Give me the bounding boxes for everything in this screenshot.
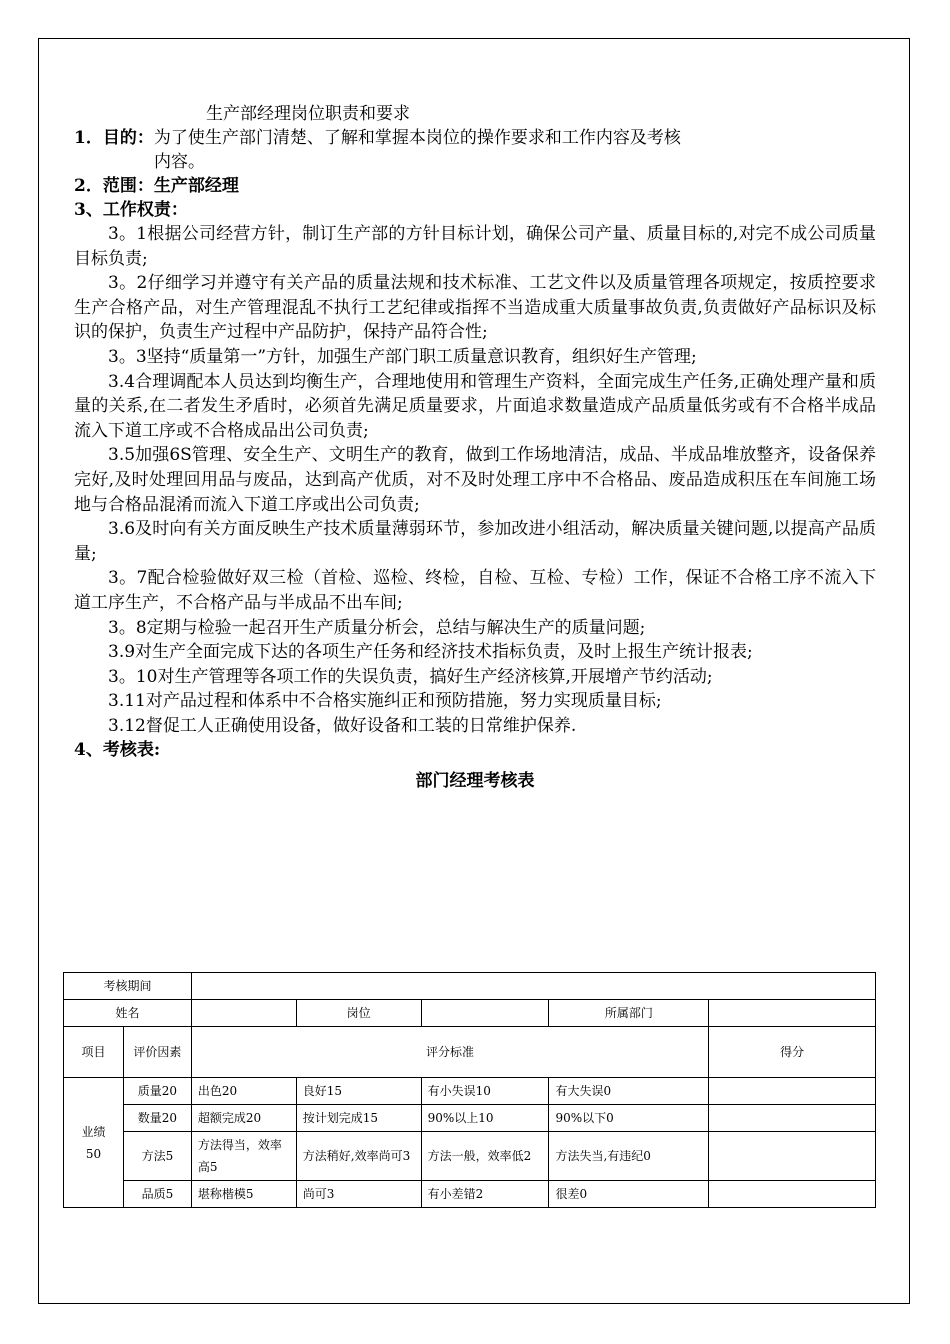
table-row [64, 973, 876, 1000]
duty-item: 3.6及时向有关方面反映生产技术质量薄弱环节，参加改进小组活动，解决质量关键问题,以提高产品质量; [74, 519, 876, 564]
document-body [74, 102, 876, 800]
standard-cell: 尚可3 [296, 1181, 421, 1208]
purpose-label: 目的： [102, 128, 154, 148]
purpose-section [74, 126, 876, 174]
period-value-cell [191, 973, 875, 1000]
table-header-row [64, 1027, 876, 1078]
duties-heading: 3、工作权责： [74, 200, 188, 220]
duty-item: 3。7配合检验做好双三检（首检、巡检、终检，自检、互检、专检）工作，保证不合格工序不流入下道工序生产，不合格产品与半成品不出车间; [74, 568, 876, 613]
purpose-text-cont: 内容。 [154, 152, 205, 172]
standard-cell: 方法得当，效率高5 [191, 1132, 296, 1181]
factor-cell: 质量20 [123, 1078, 191, 1105]
duty-item: 3。3坚持“质量第一”方针，加强生产部门职工质量意识教育，组织好生产管理; [108, 346, 697, 367]
duty-item: 3.9对生产全面完成下达的各项生产任务和经济技术指标负责，及时上报生产统计报表; [108, 642, 753, 663]
dept-value-cell [709, 1000, 876, 1027]
assessment-table [63, 972, 876, 1208]
duty-item: 3。8定期与检验一起召开生产质量分析会，总结与解决生产的质量问题; [108, 617, 646, 638]
standard-cell: 按计划完成15 [296, 1105, 421, 1132]
standard-cell: 良好15 [296, 1078, 421, 1105]
standard-cell: 90%以上10 [421, 1105, 549, 1132]
score-cell [709, 1132, 876, 1181]
standard-cell: 方法一般，效率低2 [421, 1132, 549, 1181]
name-value-cell [191, 1000, 296, 1027]
duty-item: 3.11对产品过程和体系中不合格实施纠正和预防措施，努力实现质量目标; [108, 691, 662, 712]
score-cell [709, 1105, 876, 1132]
score-cell [709, 1181, 876, 1208]
duty-item: 3.5加强6S管理、安全生产、文明生产的教育，做到工作场地清洁，成品、半成品堆放整齐，设备保养完好,及时处理回用品与废品，达到高产优质，对不及时处理工序中不合格品、废品造成积压在车间施工场地与合格品混淆而流入下道工序或出公司负责; [74, 445, 876, 515]
dept-label: 所属部门 [549, 1000, 709, 1027]
standard-cell: 方法失当,有违纪0 [549, 1132, 709, 1181]
table-row [64, 1181, 876, 1208]
duty-item: 3.4合理调配本人员达到均衡生产，合理地使用和管理生产资料，全面完成生产任务,正确处理产量和质量的关系,在二者发生矛盾时，必须首先满足质量要求，片面追求数量造成产品质量低劣或有不合格半成品流入下道工序或不合格成品出公司负责; [74, 371, 876, 441]
duty-item: 3.12督促工人正确使用设备，做好设备和工装的日常维护保养. [108, 715, 577, 736]
period-label: 考核期间 [64, 973, 192, 1000]
group-label: 业绩50 [64, 1078, 124, 1208]
factor-cell: 品质5 [123, 1181, 191, 1208]
position-value-cell [421, 1000, 549, 1027]
table-row [64, 1105, 876, 1132]
col-score-header: 得分 [709, 1027, 876, 1078]
standard-cell: 有大失误0 [549, 1078, 709, 1105]
duty-item: 3。2仔细学习并遵守有关产品的质量法规和技术标准、工艺文件以及质量管理各项规定，按质控要求生产合格产品，对生产管理混乱不执行工艺纪律或指挥不当造成重大质量事故负责,负责做好产品标识及标识的保护，负责生产过程中产品防护，保持产品符合性; [74, 273, 876, 343]
duty-item: 3。10对生产管理等各项工作的失误负责，搞好生产经济核算,开展增产节约活动; [108, 666, 713, 687]
col-factor-header: 评价因素 [123, 1027, 191, 1078]
position-label: 岗位 [296, 1000, 421, 1027]
score-cell [709, 1078, 876, 1105]
factor-cell: 方法5 [123, 1132, 191, 1181]
duty-item: 3。1根据公司经营方针，制订生产部的方针目标计划，确保公司产量、质量目标的,对完不成公司质量目标负责; [74, 224, 876, 269]
standard-cell: 很差0 [549, 1181, 709, 1208]
document-title: 生产部经理岗位职责和要求 [206, 104, 410, 124]
assessment-heading: 4、考核表: [74, 740, 161, 761]
purpose-text: 为了使生产部门清楚、了解和掌握本岗位的操作要求和工作内容及考核 [153, 128, 681, 148]
standard-cell: 方法稍好,效率尚可3 [296, 1132, 421, 1181]
standard-cell: 90%以下0 [549, 1105, 709, 1132]
table-row [64, 1000, 876, 1027]
table-row [64, 1132, 876, 1181]
col-standard-header: 评分标准 [191, 1027, 708, 1078]
standard-cell: 超额完成20 [191, 1105, 296, 1132]
table-row [64, 1078, 876, 1105]
table-title: 部门经理考核表 [415, 771, 535, 792]
standard-cell: 堪称楷模5 [191, 1181, 296, 1208]
purpose-number: 1． [74, 128, 103, 148]
standard-cell: 出色20 [191, 1078, 296, 1105]
scope-heading: 2．范围：生产部经理 [74, 176, 239, 196]
name-label: 姓名 [64, 1000, 192, 1027]
standard-cell: 有小差错2 [421, 1181, 549, 1208]
standard-cell: 有小失误10 [421, 1078, 549, 1105]
col-item-header: 项目 [64, 1027, 124, 1078]
factor-cell: 数量20 [123, 1105, 191, 1132]
